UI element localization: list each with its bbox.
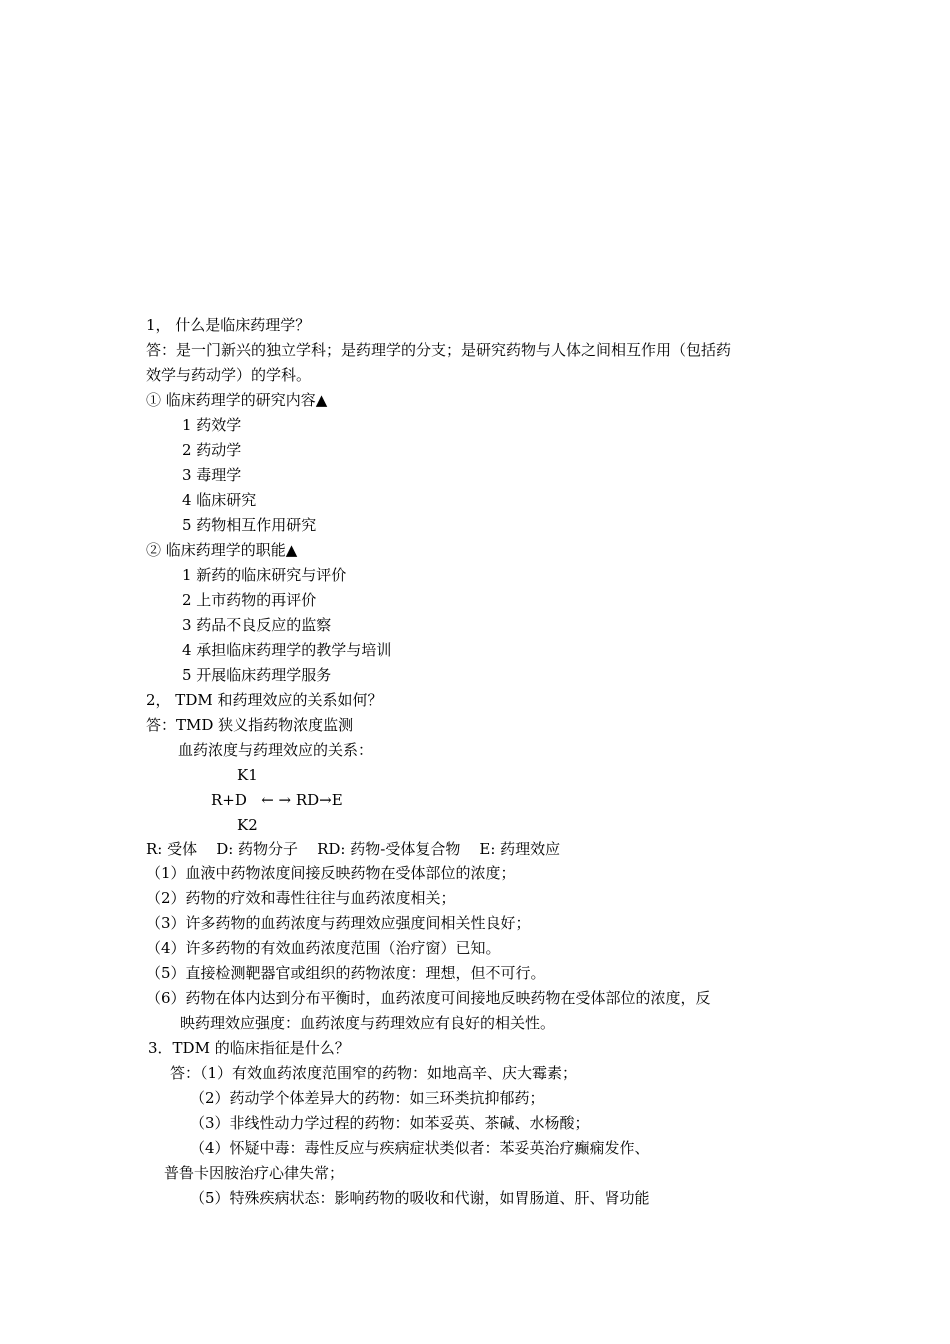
section-1-heading: ① 临床药理学的研究内容▲	[146, 391, 328, 409]
answer-3-item-4-line-1: （4）怀疑中毒：毒性反应与疾病症状类似者：苯妥英治疗癫痫发作、	[190, 1139, 650, 1157]
section-1-item-4: 4 临床研究	[182, 491, 257, 509]
point-4: （4）许多药物的有效血药浓度范围（治疗窗）已知。	[146, 939, 501, 957]
point-6-line-2: 映药理效应强度：血药浓度与药理效应有良好的相关性。	[180, 1014, 556, 1032]
answer-2-line-2: 血药浓度与药理效应的关系：	[178, 741, 374, 759]
section-1-item-1: 1 药效学	[182, 416, 242, 434]
answer-3-item-4-line-2: 普鲁卡因胺治疗心律失常；	[164, 1164, 345, 1182]
answer-3-item-1: 答：（1）有效血药浓度范围窄的药物：如地高辛、庆大霉素；	[170, 1064, 578, 1082]
point-2: （2）药物的疗效和毒性往往与血药浓度相关；	[146, 889, 456, 907]
equation-k1: K1	[237, 766, 258, 784]
section-1-item-5: 5 药物相互作用研究	[182, 516, 317, 534]
question-2: 2， TDM 和药理效应的关系如何？	[146, 691, 383, 709]
equation-main: R+D ← → RD→E	[211, 791, 343, 809]
point-6-line-1: （6）药物在体内达到分布平衡时，血药浓度可间接地反映药物在受体部位的浓度，反	[146, 989, 711, 1007]
section-2-item-2: 2 上市药物的再评价	[182, 591, 317, 609]
section-2-item-5: 5 开展临床药理学服务	[182, 666, 332, 684]
answer-1-line-2: 效学与药动学）的学科。	[146, 366, 312, 384]
question-1: 1， 什么是临床药理学？	[146, 316, 311, 334]
section-2-heading: ② 临床药理学的职能▲	[146, 541, 298, 559]
question-3: 3．TDM 的临床指征是什么？	[148, 1039, 350, 1057]
point-1: （1）血液中药物浓度间接反映药物在受体部位的浓度；	[146, 864, 516, 882]
answer-1-line-1: 答：是一门新兴的独立学科；是药理学的分支；是研究药物与人体之间相互作用（包括药	[146, 341, 732, 359]
symbol-legend: R: 受体 D: 药物分子 RD: 药物-受体复合物 E: 药理效应	[146, 840, 561, 858]
point-3: （3）许多药物的血药浓度与药理效应强度间相关性良好；	[146, 914, 531, 932]
answer-3-item-2: （2）药动学个体差异大的药物：如三环类抗抑郁药；	[190, 1089, 545, 1107]
answer-2-line-1: 答：TMD 狭义指药物浓度监测	[146, 716, 354, 734]
section-1-item-2: 2 药动学	[182, 441, 242, 459]
section-2-item-3: 3 药品不良反应的监察	[182, 616, 332, 634]
answer-3-item-5: （5）特殊疾病状态：影响药物的吸收和代谢，如胃肠道、肝、肾功能	[190, 1189, 650, 1207]
section-1-item-3: 3 毒理学	[182, 466, 242, 484]
point-5: （5）直接检测靶器官或组织的药物浓度：理想，但不可行。	[146, 964, 546, 982]
section-2-item-1: 1 新药的临床研究与评价	[182, 566, 347, 584]
answer-3-item-3: （3）非线性动力学过程的药物：如苯妥英、茶碱、水杨酸；	[190, 1114, 590, 1132]
equation-k2: K2	[237, 816, 258, 834]
section-2-item-4: 4 承担临床药理学的教学与培训	[182, 641, 392, 659]
